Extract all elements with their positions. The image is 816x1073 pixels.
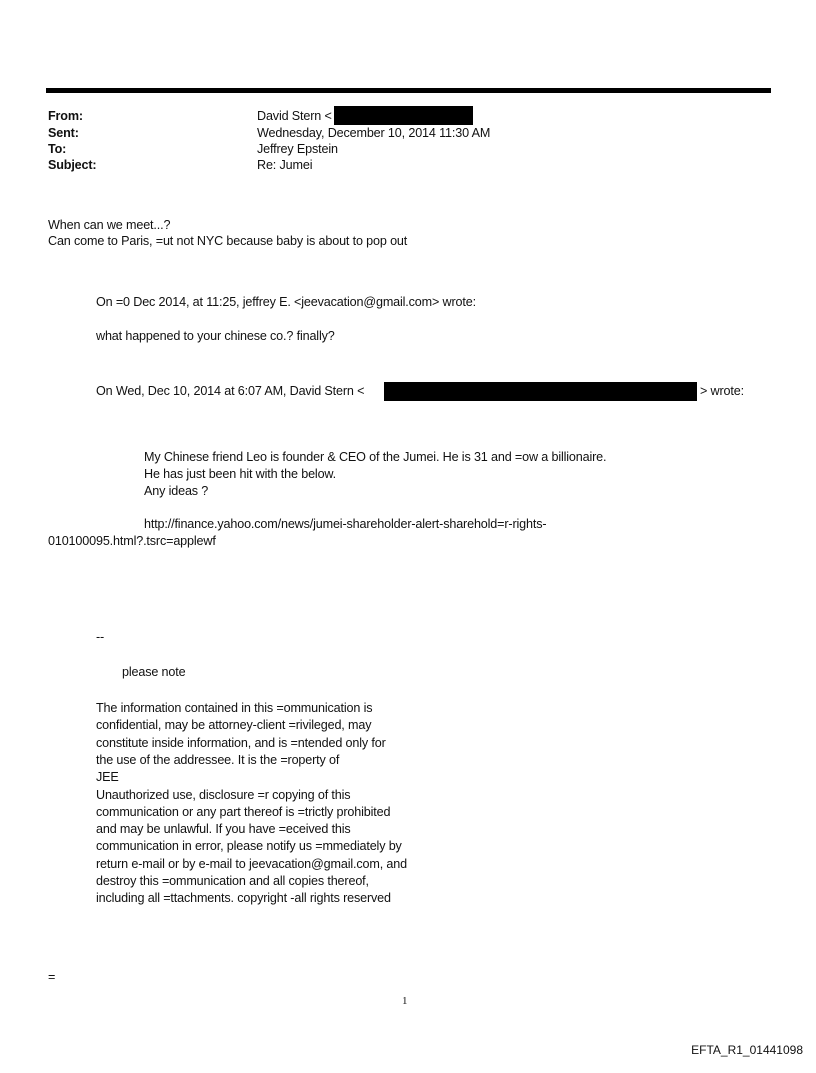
sent-label: Sent: [48,126,79,140]
trailing-char: = [48,970,56,984]
signature-dashes: -- [96,630,105,644]
subject-label: Subject: [48,158,97,172]
sent-value: Wednesday, December 10, 2014 11:30 AM [257,126,491,140]
to-label: To: [48,142,67,156]
disclaimer-line: the use of the addressee. It is the =roperty of [96,752,340,767]
body-line: When can we meet...? [48,218,171,232]
disclaimer-line: constitute inside information, and is =ntended only for [96,735,386,750]
redaction-box [384,382,697,401]
disclaimer-line: return e-mail or by e-mail to jeevacation@gmail.com, and [96,856,407,871]
to-value: Jeffrey Epstein [257,142,338,156]
disclaimer-line: and may be unlawful. If you have =eceived this [96,822,351,837]
disclaimer-line: communication or any part thereof is =trictly prohibited [96,804,391,819]
from-label: From: [48,109,83,123]
disclaimer-line: The information contained in this =ommunication is [96,701,373,715]
page-number: 1 [402,995,408,1007]
disclaimer-line: destroy this =ommunication and all copies thereof, [96,874,369,888]
disclaimer-line: communication in error, please notify us =mmediately by [96,839,402,854]
disclaimer-line: Unauthorized use, disclosure =r copying of this [96,787,351,802]
quote-line: Any ideas ? [144,484,209,498]
disclaimer-line: confidential, may be attorney-client =rivileged, may [96,718,372,733]
header-rule [46,88,771,93]
quote-line: He has just been hit with the below. [144,467,337,481]
quote-line: My Chinese friend Leo is founder & CEO of the Jumei. He is 31 and =ow a billionaire. [144,450,607,464]
from-value: David Stern < [257,109,332,123]
subject-value: Re: Jumei [257,158,313,172]
redaction-box [334,106,473,125]
url-line: 010100095.html?.tsrc=applewf [48,534,216,548]
quote-header: On Wed, Dec 10, 2014 at 6:07 AM, David Stern < [96,384,365,398]
quote-header: On =0 Dec 2014, at 11:25, jeffrey E. <jeevacation@gmail.com> wrote: [96,295,476,309]
please-note: please note [122,665,186,679]
quote-text: what happened to your chinese co.? finally? [96,329,335,343]
body-line: Can come to Paris, =ut not NYC because baby is about to pop out [48,234,408,248]
disclaimer-line: including all =ttachments. copyright -all rights reserved [96,891,391,906]
disclaimer-line: JEE [96,770,119,785]
url-line: http://finance.yahoo.com/news/jumei-shareholder-alert-sharehold=r-rights- [144,517,547,531]
quote-header-end: > wrote: [700,384,744,398]
doc-id: EFTA_R1_01441098 [691,1043,803,1057]
